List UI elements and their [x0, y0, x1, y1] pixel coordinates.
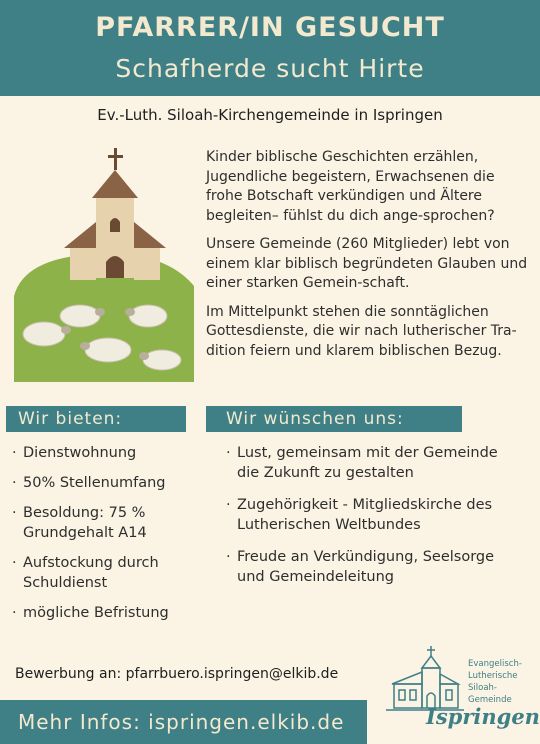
logo-line: Evangelisch- [468, 659, 522, 669]
more-info-link[interactable]: Mehr Infos: ispringen.elkib.de [0, 700, 367, 744]
page-subtitle: Schafherde sucht Hirte [115, 54, 425, 83]
list-item: · Besoldung: 75 % Grundgehalt A14 [10, 503, 200, 543]
list-item: · Freude an Verkündigung, Seelsorge und Gemeindeleitung [224, 547, 524, 587]
list-item: · Zugehörigkeit - Mitgliedskirche des Lutherischen Weltbundes [224, 495, 524, 535]
list-item: · Aufstockung durch Schuldienst [10, 553, 200, 593]
wish-list [224, 443, 524, 599]
list-item: · Lust, gemeinsam mit der Gemeinde die Zukunft zu gestalten [224, 443, 524, 483]
offer-label: Wir bieten: [6, 406, 186, 432]
church-sheep-illustration [14, 146, 194, 382]
offer-list [10, 443, 200, 633]
logo-town: Ispringen [426, 704, 540, 729]
intro-paragraph: Im Mittelpunkt stehen die sonntäglichen Gottesdienste, die wir nach lutherischer Tra-dition feiern und klarem biblischen Bezug. [206, 303, 517, 359]
list-item: · 50% Stellenumfang [10, 473, 200, 493]
intro-paragraph: Unsere Gemeinde (260 Mitglieder) lebt von einem klar biblisch begründeten Glauben und einer starken Gemein-schaft. [206, 236, 528, 291]
list-item: · mögliche Befristung [10, 603, 200, 623]
church-icon [64, 148, 166, 280]
list-item: · Dienstwohnung [10, 443, 200, 463]
application-contact[interactable]: Bewerbung an: pfarrbuero.ispringen@elkib.de [15, 666, 339, 682]
church-name: Ev.-Luth. Siloah-Kirchengemeinde in Ispringen [97, 106, 443, 124]
wish-label: Wir wünschen uns: [206, 406, 462, 432]
logo-line: Siloah-Gemeinde [468, 683, 512, 705]
intro-text [206, 148, 530, 370]
logo-text [468, 658, 536, 706]
page-title: PFARRER/IN GESUCHT [95, 12, 445, 43]
intro-paragraph: Kinder biblische Geschichten erzählen, Jugendliche begeistern, Erwachsenen die frohe Botschaft verkündigen und Ältere begleiten– fühlst du dich ange-sprochen? [206, 149, 495, 224]
logo-line: Lutherische [468, 671, 518, 681]
header-banner [0, 0, 540, 96]
parish-logo [380, 640, 540, 738]
